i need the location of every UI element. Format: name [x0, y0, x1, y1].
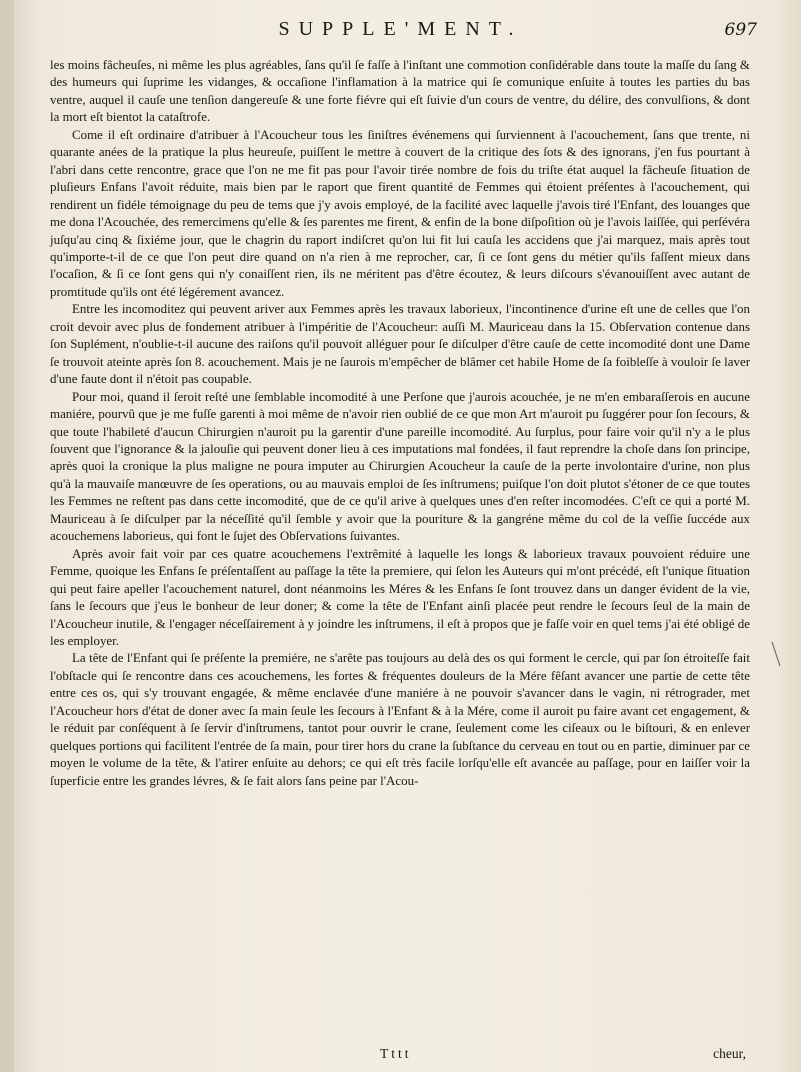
body-text: [50, 56, 750, 789]
page-header: [40, 16, 761, 50]
paragraph-6: La tête de l'Enfant qui ſe préſente la premiére, ne s'arête pas toujours au delà des os qui forment le cercle, qui par ſon étroiteſſe fait l'obſtacle qui ſe rencontre dans ces acouchemens, les fortes & fréquentes douleurs de la Mére fêſant avancer une partie de cette tête entre ces os, qui s'y trouvant engagée, & même enclavée d'une maniére à ne pouvoir s'avancer dans le vagin, ni rétrograder, met l'Acoucheur hors d'état de doner avec ſa main ſeule les ſecours à l'Enfant & à la Mére, come il auroit pu faire avant cet engagement, & le réduit par conſéquent à ſe ſervir d'inſtrumens, tantot pour ouvrir le crane, ſeulement come les ciſeaux ou le biſtouri, & en enlever quelques portions qui facilitent l'entrée de ſa main, pour tirer hors du crane la ſubſtance du cerveau en tout ou en partie, diminuer par ce moyen le volume de la tête, & l'atirer enſuite au dehors; ce qui eſt très facile lorſqu'elle eſt avancée au paſſage, pour en laiſſer voir la ſuperficie entre les grandes lévres, & ſe fait alors ſans peine par l'Acou-: [50, 650, 750, 788]
margin-ink-mark-icon: [768, 640, 788, 670]
paragraph-3: Entre les incomoditez qui peuvent ariver aux Femmes après les travaux laborieux, l'incontinence d'urine eſt une de celles que l'on croit devoir avec plus de fondement atribuer à l'impéritie de l'Acoucheur: auſſi M. Mauriceau dans la 15. Obſervation contenue dans ſon Suplément, n'oublie-t-il aucune des raiſons qu'il pouvoit alléguer pour ſe diſculper d'être cauſe de cette incomodité dont une Dame ſe trouvoit ateinte après ſon 8. acouchement. Mais je ne ſaurois m'empêcher de blâmer cet habile Home de ſa foibleſſe à vouloir ſe laver d'une faute dont il n'étoit pas coupable.: [50, 301, 750, 387]
page-edge-shadow-icon: [0, 0, 14, 1072]
paragraph-1: les moins fâcheuſes, ni même les plus agréables, ſans qu'il ſe faſſe à l'inſtant une commotion conſidérable dans toute la maſſe du ſang & des humeurs qui ſuprime les vidanges, & occaſione l'inflamation à la matrice qui ſe comunique enſuite à toutes les parties du bas ventre, auquel il cauſe une tenſion dangereuſe & une forte fiévre qui eſt ſuivie d'un cours de ventre, du délire, des convulſions, & dont la mort eſt bientot la cataſtrofe.: [50, 57, 750, 125]
paragraph-4: Pour moi, quand il ſeroit reſté une ſemblable incomodité à une Perſone que j'aurois acouchée, je ne m'en embaraſſerois en aucune maniére, pourvû que je me fuſſe garenti à moi même de n'avoir rien oublié de ce que mon Art m'auroit pu ſuggérer pour ſon ſecours, & que toute l'habileté d'aucun Chirurgien n'auroit pu la garentir d'une pareille incomodité. Au ſurplus, pour faire voir qu'il n'y a le plus ſouvent que l'ignorance & la jalouſie qui peuvent doner lieu à ces imputations mal fondées, il faut reprendre la choſe dans ſon principe, après quoi la cronique la plus maligne ne poura imputer au Chirurgien Acoucheur la cauſe de la perte involontaire d'urine, non plus qu'à la mauvaiſe manœuvre de ſes operations, ou au mauvais emploi de ſes inſtrumens; puiſque l'on doit plutot s'étoner de ce que toutes les Femmes ne reſtent pas dans cette incomodité, que de ce qu'il arive à quelques unes d'en reſter incomodées. C'eſt ce qui a porté M. Mauriceau à ſe diſculper par la néceſſité qu'il ſemble y avoir que la pouriture & la gangréne même du col de la veſſie ſuccéde aux acouchemens laborieus, qui font le ſujet des Obſervations ſuivantes.: [50, 388, 750, 544]
catchword: cheur,: [713, 1046, 746, 1061]
paragraph-5: Après avoir fait voir par ces quatre acouchemens l'extrêmité à laquelle les longs & laborieux travaux pouvoient réduire une Femme, quoique les Enfans ſe préſentaſſent au paſſage la tête la premiere, qui ſelon les Auteurs qui m'ont précédé, eſt l'unique ſituation qui peut faire apeller l'acouchement naturel, dont néanmoins les Méres & les Enfans ſe ſont trouvez dans un danger évident de la vie, ſans le ſecours que j'eus le bonheur de leur doner; & come la tête de l'Enfant ainſi placée peut rendre le ſecours ſeul de la main de l'Acoucheur inutile, & l'engager néceſſairement à y joindre les inſtrumens, il eſt à propos que je faſſe voir en quel tems j'ai été obligé de les employer.: [50, 545, 750, 648]
signature-mark: Tttt: [380, 1046, 412, 1061]
page-number: 697: [724, 20, 757, 40]
paragraph-2: Come il eſt ordinaire d'atribuer à l'Acoucheur tous les ſiniſtres événemens qui ſurviennent à l'acouchement, ſans que trente, ni quarante anées de la pratique la plus heureuſe, puiſſent le mettre à couvert de la critique des ſots & des ignorans, j'en fus pourtant à l'abri dans cette rencontre, grace que l'on ne me fit pas pour l'avoir tirée nombre de fois du triſte état auquel la fâcheuſe ſituation de pluſieurs Enfans l'avoit réduite, mais bien par le raport que firent quantité de Femmes qui étoient préſentes à l'acouchement, qui rendirent un fidéle témoignage du peu de tems que j'y avois employé, de la facilité avec laquelle j'avois tiré l'Enfant, des louanges que me dona l'Acouchée, des remercimens qu'elle & ſes parentes me firent, & enfin de la bone diſpoſition où je l'avois laiſſée, qui perſévéra juſqu'au cinq & ſixiéme jour, que le chagrin du raport indiſcret qu'on lui fit lui cauſa les accidens que j'ai marquez, mais après tout qu'importe-t-il de ce que l'on peut dire quand on n'a rien à me reprocher, car, ſi ce ſont gens du métier qu'ils faſſent mieux dans l'ocaſion, & ſi ce ſont gens qui n'y conaiſſent rien, ils ne méritent pas d'être écoutez, & leurs diſcours s'évanouiſſent avec autant de promtitude qu'ils ont été légérement avancez.: [50, 126, 750, 299]
page-footer: [50, 1046, 750, 1066]
running-title: SUPPLE'MENT.: [278, 18, 523, 40]
